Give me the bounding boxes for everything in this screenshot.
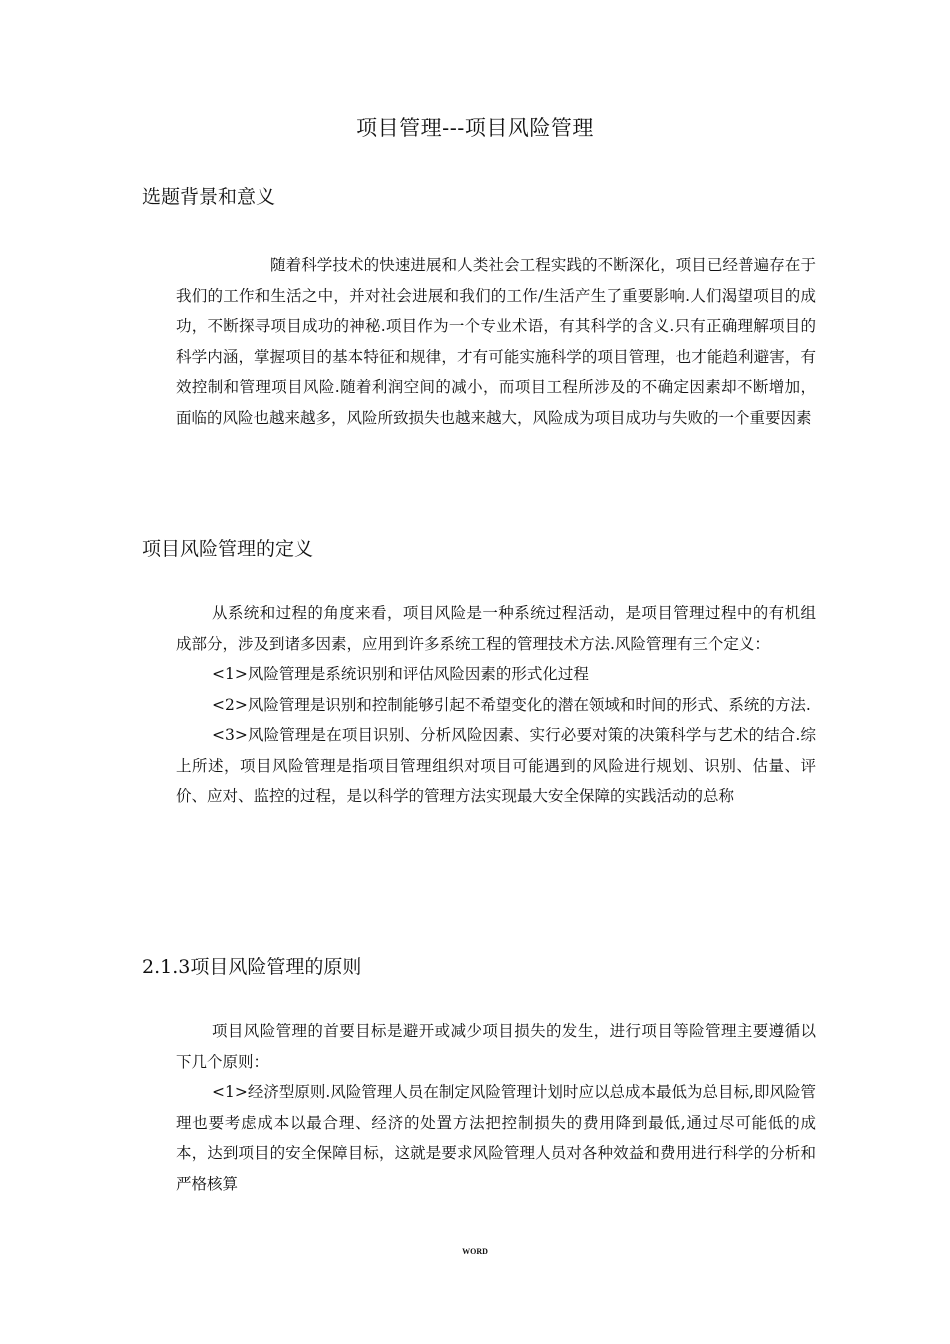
page-footer: WORD (462, 1247, 488, 1256)
definition-intro: 从系统和过程的角度来看，项目风险是一种系统过程活动，是项目管理过程中的有机组成部分，涉及到诸多因素，应用到许多系统工程的管理技术方法.风险管理有三个定义： (176, 604, 816, 653)
section-heading-definition: 项目风险管理的定义 (142, 538, 314, 560)
principles-block (176, 1016, 816, 1199)
definition-block (176, 598, 816, 812)
section-heading-principles: 2.1.3项目风险管理的原则 (142, 956, 362, 978)
definition-item-2: <2>风险管理是识别和控制能够引起不希望变化的潜在领域和时间的形式、系统的方法. (212, 695, 811, 714)
definition-item-3: <3>风险管理是在项目识别、分析风险因素、实行必要对策的决策科学与艺术的结合.综上所述，项目风险管理是指项目管理组织对项目可能遇到的风险进行规划、识别、估量、评价、应对、监控的过程，是以科学的管理方法实现最大安全保障的实践活动的总称 (176, 726, 816, 805)
section-heading-background: 选题背景和意义 (142, 186, 276, 208)
principle-item-1: <1>经济型原则.风险管理人员在制定风险管理计划时应以总成本最低为总目标,即风险管理也要考虑成本以最合理、经济的处置方法把控制损失的费用降到最低,通过尽可能低的成本，达到项目的安全保障目标，这就是要求风险管理人员对各种效益和费用进行科学的分析和严格核算 (176, 1083, 816, 1193)
definition-item-1: <1>风险管理是系统识别和评估风险因素的形式化过程 (212, 665, 589, 683)
background-paragraph: 随着科学技术的快速进展和人类社会工程实践的不断深化，项目已经普遍存在于我们的工作和生活之中，并对社会进展和我们的工作/生活产生了重要影响.人们渴望项目的成功，不断探寻项目成功的神秘.项目作为一个专业术语，有其科学的含义.只有正确理解项目的科学内涵，掌握项目的基本特征和规律，才有可能实施科学的项目管理，也才能趋利避害，有效控制和管理项目风险.随着利润空间的减小，而项目工程所涉及的不确定因素却不断增加，面临的风险也越来越多，风险所致损失也越来越大，风险成为项目成功与失败的一个重要因素 (176, 256, 816, 427)
principles-intro: 项目风险管理的首要目标是避开或减少项目损失的发生，进行项目等险管理主要遵循以下几个原则： (176, 1022, 816, 1071)
document-title: 项目管理---项目风险管理 (356, 116, 594, 140)
